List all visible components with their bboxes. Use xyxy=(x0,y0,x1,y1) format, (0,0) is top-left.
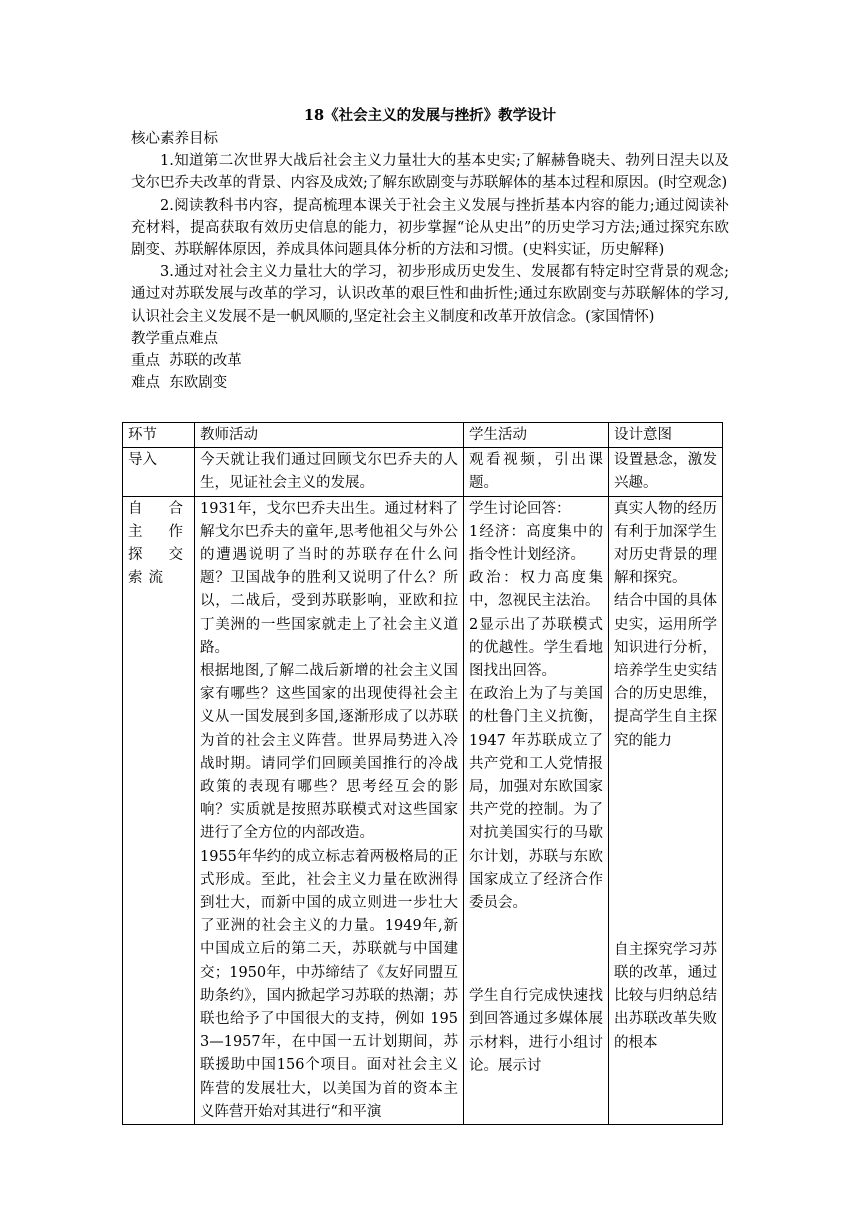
stage-label: 自合主作探交索流 xyxy=(128,500,189,587)
student-paragraph: 2显示出了苏联模式的优越性。学生看地图找出回答。 xyxy=(469,616,603,680)
intro-student-cell: 观看视频，引出课题。 xyxy=(464,448,609,496)
section-heading-goals: 核心素养目标 xyxy=(131,131,218,147)
teacher-paragraph: 1955年华约的成立标志着两极格局的正式形成。至此，社会主义力量在欧洲得到壮大，而新中国的成立则进一步壮大了亚洲的社会主义的力量。1949年,新中国成立后的第二天，苏联就与中国建交；1950年，中苏缔结了《友好同盟互助条约》，国内掀起学习苏联的热潮；苏联也给予了中国很大的支持，例如 1953—1957年，在中国一五计划期间，苏联援助中国156个项目。面对社会主义阵营的发展壮大，以美国为首的资本主义阵营开始对其进行“和平演 xyxy=(200,848,458,1120)
intent-paragraph: 真实人物的经历有利于加深学生对历史背景的理解和探究。 xyxy=(614,500,717,587)
document-title: 18《社会主义的发展与挫折》教学设计 xyxy=(303,107,557,124)
table-row xyxy=(123,448,723,496)
intro-teacher-cell: 今天就让我们通过回顾戈尔巴乔夫的人生，见证社会主义的发展。 xyxy=(195,448,464,496)
student-paragraph: 在政治上为了与美国的杜鲁门主义抗衡，1947 年苏联成立了共产党和工人党情报局，加强对东欧国家共产党的控制。为了对抗美国实行的马歇尔计划，苏联与东欧国家成立了经济合作委员会。 xyxy=(469,686,603,912)
main-teacher-cell xyxy=(195,496,464,1124)
intro-intent-cell: 设置悬念，激发兴趣。 xyxy=(609,448,723,496)
student-paragraph: 1经济：高度集中的指令性计划经济。 xyxy=(469,523,603,564)
goal-paragraph-1: 1.知道第二次世界大战后社会主义力量壮大的基本史实;了解赫鲁晓夫、勃列日涅夫以及戈尔巴乔夫改革的背景、内容及成效;了解东欧剧变与苏联解体的基本过程和原因。(时空观念) xyxy=(131,153,729,192)
header-cell-student: 学生活动 xyxy=(464,423,609,448)
goal-paragraph-2: 2.阅读教科书内容，提高梳理本课关于社会主义发展与挫折基本内容的能力;通过阅读补充材料，提高获取有效历史信息的能力，初步掌握“论从史出”的历史学习方法;通过探究东欧剧变、苏联解体原因，养成具体问题具体分析的方法和习惯。(史料实证，历史解释) xyxy=(131,197,729,259)
section-heading-key-points: 教学重点难点 xyxy=(131,330,218,347)
goal-paragraph-3: 3.通过对社会主义力量壮大的学习，初步形成历史发生、发展都有特定时空背景的观念;通过对苏联发展与改革的学习，认识改革的艰巨性和曲折性;通过东欧剧变与苏联解体的学习,认识社会主义发展不是一帆风顺的,坚定社会主义制度和改革开放信念。(家国情怀) xyxy=(131,264,729,325)
table-row xyxy=(123,496,723,1124)
intro-stage-cell: 导入 xyxy=(123,448,195,496)
header-cell-teacher: 教师活动 xyxy=(195,423,464,448)
main-student-cell xyxy=(464,496,609,1124)
header-cell-stage: 环节 xyxy=(123,423,195,448)
main-intent-cell xyxy=(609,496,723,1124)
header-cell-intent: 设计意图 xyxy=(609,423,723,448)
student-paragraph: 学生自行完成快速找到回答通过多媒体展示材料，进行小组讨论。展示讨 xyxy=(469,988,603,1074)
teacher-paragraph: 根据地图,了解二战后新增的社会主义国家有哪些？这些国家的出现使得社会主义从一国发展到多国,逐渐形成了以苏联为首的社会主义阵营。世界局势进入冷战时期。请同学们回顾美国推行的冷战政策的表现有哪些？思考经互会的影响？实质就是按照苏联模式对这些国家进行了全方位的内部改造。 xyxy=(200,663,458,842)
table-header-row xyxy=(123,423,723,448)
main-stage-cell xyxy=(123,496,195,1124)
intent-paragraph: 结合中国的具体史实，运用所学知识进行分析，培养学生史实结合的历史思维，提高学生自主探究的能力 xyxy=(614,593,717,749)
student-paragraph: 政治：权力高度集中，忽视民主法治。 xyxy=(469,570,603,610)
student-paragraph: 学生讨论回答： xyxy=(469,500,571,517)
difficult-point: 难点 东欧剧变 xyxy=(131,375,228,392)
document-body xyxy=(131,128,729,394)
lesson-plan-table xyxy=(122,422,723,1125)
intent-paragraph: 自主探究学习苏联的改革，通过比较与归纳总结出苏联改革失败的根本 xyxy=(614,941,717,1051)
key-point: 重点 苏联的改革 xyxy=(131,353,242,370)
teacher-paragraph: 1931年，戈尔巴乔夫出生。通过材料了解戈尔巴乔夫的童年,思考他祖父与外公的遭遇说明了当时的苏联存在什么问题？卫国战争的胜利又说明了什么？所以，二战后，受到苏联影响，亚欧和拉丁美洲的一些国家就走上了社会主义道路。 xyxy=(200,500,458,656)
